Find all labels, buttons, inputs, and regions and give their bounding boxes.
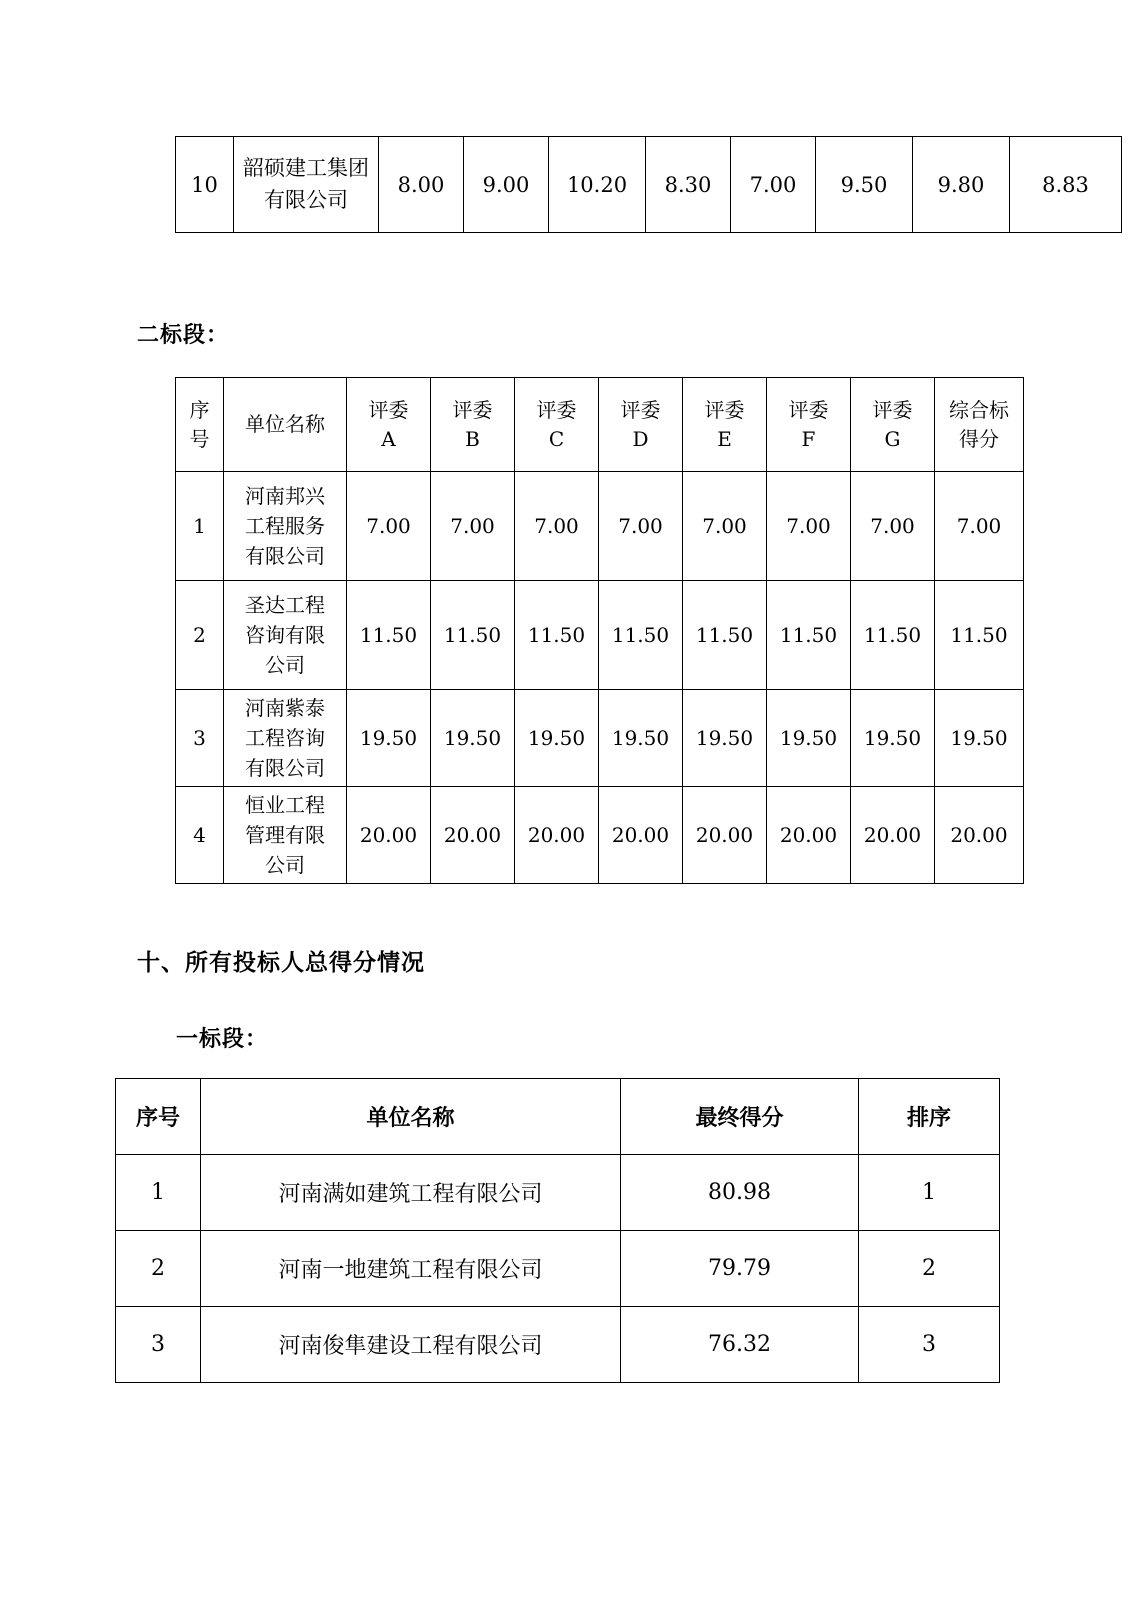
cell-score-b: 7.00	[431, 472, 515, 581]
table-row	[116, 1307, 1000, 1383]
cell-score-e: 11.50	[683, 581, 767, 690]
cell-score-d: 20.00	[599, 787, 683, 884]
cell-score-d: 11.50	[599, 581, 683, 690]
cell-rank: 2	[859, 1231, 1000, 1307]
table-row	[116, 1155, 1000, 1231]
cell-score-d: 8.30	[646, 137, 731, 233]
header-judge-g: 评委 G	[851, 378, 935, 472]
cell-score-g: 9.80	[913, 137, 1010, 233]
cell-score-f: 9.50	[816, 137, 913, 233]
cell-total-score: 20.00	[935, 787, 1024, 884]
cell-score-g: 11.50	[851, 581, 935, 690]
cell-rank: 1	[859, 1155, 1000, 1231]
header-judge-d: 评委 D	[599, 378, 683, 472]
cell-total-score: 8.83	[1010, 137, 1122, 233]
cell-score-g: 20.00	[851, 787, 935, 884]
label-section-one: 一标段：	[176, 1027, 269, 1052]
cell-score-g: 7.00	[851, 472, 935, 581]
cell-index: 3	[116, 1307, 201, 1383]
cell-score-b: 20.00	[431, 787, 515, 884]
cell-index: 1	[116, 1155, 201, 1231]
table-final-scores	[115, 1078, 1000, 1383]
table-bid-scores-continued	[175, 136, 1122, 233]
cell-company-name: 河南俊隼建设工程有限公司	[201, 1307, 621, 1383]
cell-score-d: 7.00	[599, 472, 683, 581]
cell-score-f: 7.00	[767, 472, 851, 581]
cell-score-e: 7.00	[731, 137, 816, 233]
header-judge-c: 评委 C	[515, 378, 599, 472]
cell-final-score: 76.32	[621, 1307, 859, 1383]
cell-score-c: 19.50	[515, 690, 599, 787]
cell-score-a: 11.50	[347, 581, 431, 690]
cell-index: 2	[176, 581, 224, 690]
cell-rank: 3	[859, 1307, 1000, 1383]
cell-company-name: 韶硕建工集团有限公司	[234, 137, 379, 233]
table-row	[176, 137, 1122, 233]
header-index: 序 号	[176, 378, 224, 472]
cell-score-e: 20.00	[683, 787, 767, 884]
cell-score-f: 20.00	[767, 787, 851, 884]
table-header-row	[116, 1079, 1000, 1155]
header-total-score: 综合标 得分	[935, 378, 1024, 472]
cell-score-f: 11.50	[767, 581, 851, 690]
header-rank: 排序	[859, 1079, 1000, 1155]
table-row	[176, 581, 1024, 690]
cell-index: 3	[176, 690, 224, 787]
cell-score-b: 9.00	[464, 137, 549, 233]
heading-total-scores: 十、所有投标人总得分情况	[137, 950, 425, 976]
header-judge-b: 评委 B	[431, 378, 515, 472]
header-judge-a: 评委 A	[347, 378, 431, 472]
cell-total-score: 7.00	[935, 472, 1024, 581]
cell-final-score: 79.79	[621, 1231, 859, 1307]
cell-total-score: 19.50	[935, 690, 1024, 787]
cell-index: 2	[116, 1231, 201, 1307]
cell-score-e: 19.50	[683, 690, 767, 787]
cell-index: 4	[176, 787, 224, 884]
header-company-name: 单位名称	[224, 378, 347, 472]
cell-total-score: 11.50	[935, 581, 1024, 690]
cell-score-c: 11.50	[515, 581, 599, 690]
cell-company-name: 圣达工程 咨询有限 公司	[224, 581, 347, 690]
cell-score-e: 7.00	[683, 472, 767, 581]
table-header-row	[176, 378, 1024, 472]
cell-score-a: 8.00	[379, 137, 464, 233]
table-row	[176, 787, 1024, 884]
cell-final-score: 80.98	[621, 1155, 859, 1231]
cell-index: 1	[176, 472, 224, 581]
cell-score-c: 20.00	[515, 787, 599, 884]
cell-score-a: 19.50	[347, 690, 431, 787]
header-company-name: 单位名称	[201, 1079, 621, 1155]
header-index: 序号	[116, 1079, 201, 1155]
cell-company-name: 河南邦兴 工程服务 有限公司	[224, 472, 347, 581]
cell-score-a: 20.00	[347, 787, 431, 884]
cell-score-b: 11.50	[431, 581, 515, 690]
header-final-score: 最终得分	[621, 1079, 859, 1155]
cell-company-name: 恒业工程 管理有限 公司	[224, 787, 347, 884]
header-judge-f: 评委 F	[767, 378, 851, 472]
header-judge-e: 评委 E	[683, 378, 767, 472]
cell-index: 10	[176, 137, 234, 233]
cell-score-f: 19.50	[767, 690, 851, 787]
cell-score-c: 10.20	[549, 137, 646, 233]
cell-company-name: 河南满如建筑工程有限公司	[201, 1155, 621, 1231]
cell-score-c: 7.00	[515, 472, 599, 581]
table-section-two-scores	[175, 377, 1024, 884]
cell-score-b: 19.50	[431, 690, 515, 787]
cell-score-d: 19.50	[599, 690, 683, 787]
cell-company-name: 河南紫泰 工程咨询 有限公司	[224, 690, 347, 787]
table-row	[116, 1231, 1000, 1307]
table-row	[176, 472, 1024, 581]
table-row	[176, 690, 1024, 787]
cell-score-a: 7.00	[347, 472, 431, 581]
cell-company-name: 河南一地建筑工程有限公司	[201, 1231, 621, 1307]
cell-score-g: 19.50	[851, 690, 935, 787]
label-section-two: 二标段：	[137, 323, 230, 348]
